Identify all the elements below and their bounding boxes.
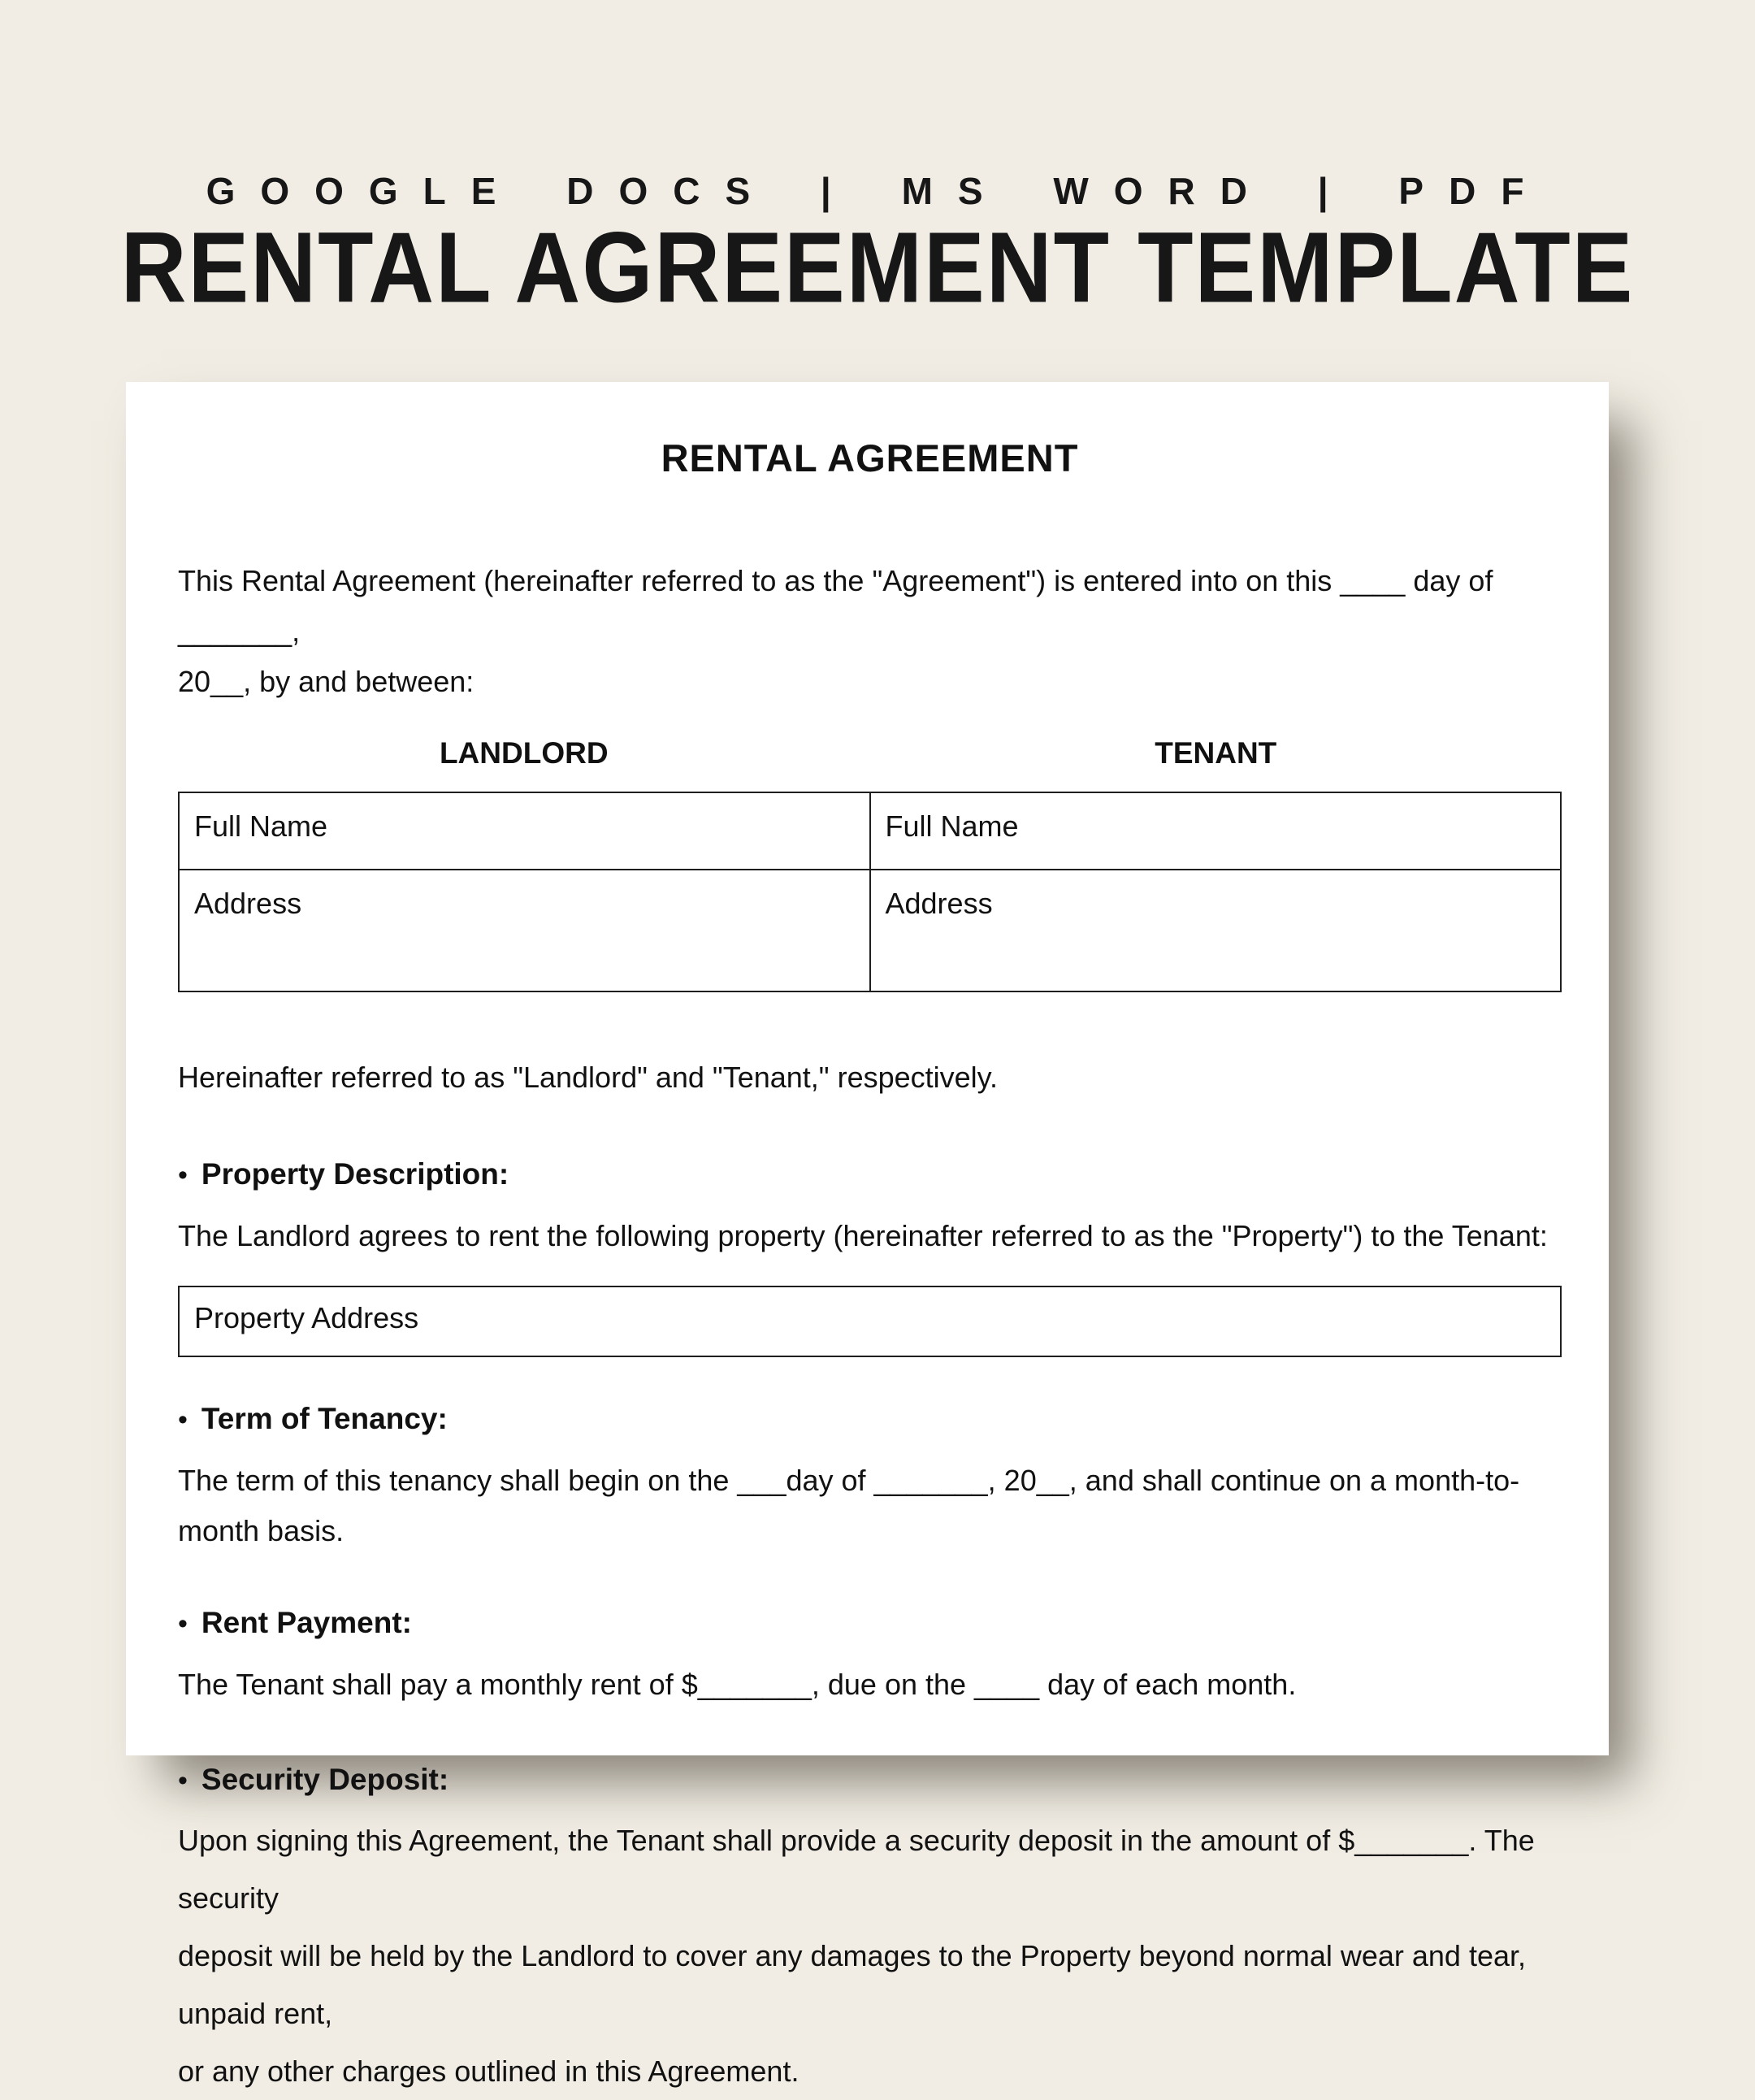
property-address-field: Property Address [178,1286,1562,1357]
document-title: RENTAL AGREEMENT [661,436,1079,479]
landlord-address-cell: Address [179,870,870,991]
section-term-of-tenancy [178,1399,1562,1556]
section-body: The term of this tenancy shall begin on the ___day of _______, 20__, and shall continue on a month-to-month basis. [178,1464,1520,1547]
section-body: The Tenant shall pay a monthly rent of $_______, due on the ____ day of each month. [178,1668,1297,1701]
section-rent-payment [178,1603,1562,1710]
party-labels-row [178,736,1562,770]
section-heading [178,1399,1562,1439]
document-page [126,382,1609,2088]
security-deposit-line-1: Upon signing this Agreement, the Tenant shall provide a security deposit in the amount of $_______. The security [178,1824,1535,1915]
table-row-full-name [179,792,1561,870]
hereinafter-paragraph: Hereinafter referred to as "Landlord" and "Tenant," respectively. [178,1061,998,1094]
tenant-full-name-cell: Full Name [870,792,1562,870]
tenant-address-cell: Address [870,870,1562,991]
section-heading [178,1155,1562,1195]
bullet-icon: • [178,1404,188,1435]
security-deposit-line-2: deposit will be held by the Landlord to cover any damages to the Property beyond normal wear and tear, unpaid rent, [178,1939,1527,2030]
section-body: The Landlord agrees to rent the following property (hereinafter referred to as the "Property") to the Tenant: [178,1219,1548,1252]
section-heading-label: Property Description: [201,1157,509,1191]
tenant-column-label: TENANT [1155,736,1277,770]
section-heading-label: Rent Payment: [201,1606,412,1639]
intro-line-1: This Rental Agreement (hereinafter referred to as the "Agreement") is entered into on this ____ day of _______, [178,564,1493,648]
section-security-deposit [178,1760,1562,2100]
bullet-icon: • [178,1160,188,1191]
bullet-icon: • [178,1608,188,1639]
section-property-description [178,1155,1562,1357]
parties-table [178,792,1562,992]
banner-formats-line: GOOGLE DOCS | MS WORD | PDF [206,170,1549,212]
security-deposit-line-3: or any other charges outlined in this Agreement. [178,2054,800,2088]
section-heading-label: Security Deposit: [201,1763,449,1796]
intro-paragraph [178,556,1562,707]
bullet-icon: • [178,1765,188,1796]
intro-line-2: 20__, by and between: [178,665,474,698]
table-row-address [179,870,1561,991]
landlord-column-label: LANDLORD [439,736,609,770]
section-heading-label: Term of Tenancy: [201,1402,448,1435]
section-body [178,1811,1562,2100]
banner-title: RENTAL AGREEMENT TEMPLATE [120,211,1635,323]
section-heading [178,1603,1562,1643]
landlord-full-name-cell: Full Name [179,792,870,870]
section-heading [178,1760,1562,1800]
